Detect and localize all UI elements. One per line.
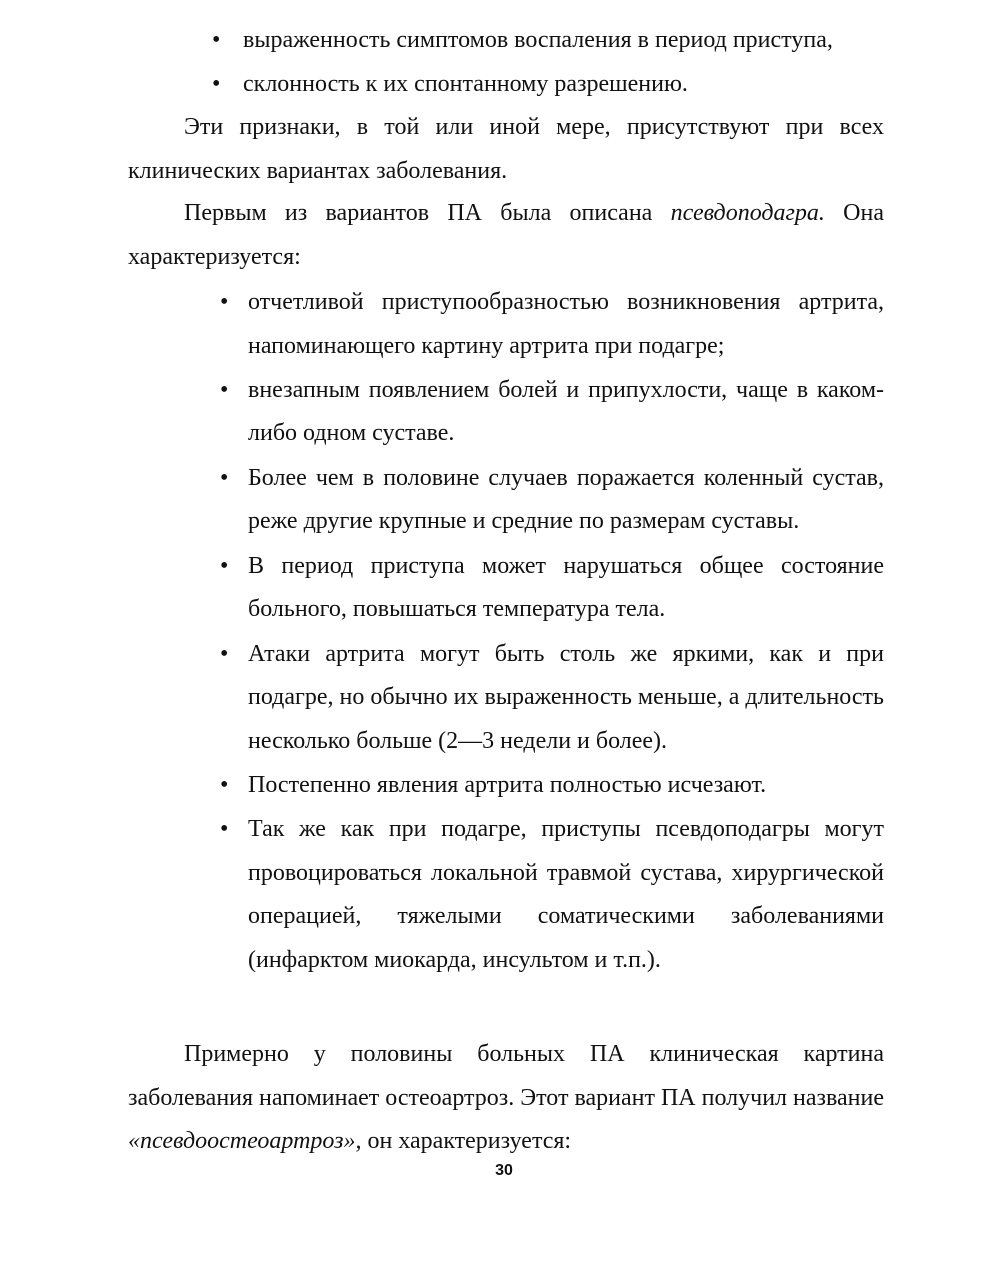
bullet-icon: • — [220, 464, 229, 491]
pseudogout-features-list — [220, 281, 884, 983]
list-item — [220, 633, 884, 764]
list-item-text: Атаки артрита могут быть столь же яркими, как и при подагре, но обычно их выраженность меньше, а длительность несколько больше (2—3 недели и более). — [248, 640, 884, 754]
list-item — [212, 62, 912, 106]
paragraph-text: Она характеризуется: — [128, 200, 885, 270]
list-item-text: Более чем в половине случаев поражается коленный сустав, реже другие крупные и средние по размерам суставы. — [248, 464, 884, 535]
term-pseudo-osteoarthrosis: «псевдоостеоартроз», — [128, 1128, 362, 1154]
paragraph-pseudogout — [128, 192, 884, 279]
list-item — [220, 457, 884, 544]
list-item — [220, 764, 884, 808]
bullet-icon: • — [220, 289, 229, 315]
paragraph-text: Первым из вариантов ПА была описана — [184, 200, 671, 226]
list-item — [220, 281, 884, 368]
bullet-icon: • — [212, 71, 221, 97]
bullet-icon: • — [220, 552, 229, 579]
bullet-icon: • — [220, 816, 229, 843]
bullet-icon: • — [220, 376, 229, 403]
term-pseudogout: псевдоподагра. — [670, 200, 825, 226]
list-item-text: Постепенно явления артрита полностью исчезают. — [248, 771, 767, 798]
list-item-text: Так же как при подагре, приступы псевдоподагры могут провоцироваться локальной травмой сустава, хирургической операцией, тяжелыми соматическими заболеваниями (инфарктом миокарда, инсультом и т.п.). — [248, 816, 884, 973]
paragraph-text: Примерно у половины больных ПА клиническая картина заболевания напоминает остеоартроз. Этот вариант ПА получил название — [128, 1041, 884, 1111]
page-number: 30 — [495, 1162, 513, 1179]
paragraph-signs: Эти признаки, в той или иной мере, присутствуют при всех клинических вариантах заболевания. — [128, 114, 884, 184]
list-item-text: внезапным появлением болей и припухлости, чаще в каком-либо одном суставе. — [248, 376, 884, 447]
top-bullet-list — [212, 18, 912, 106]
list-item — [220, 545, 884, 632]
list-item — [212, 18, 912, 62]
list-item — [220, 369, 884, 456]
list-item-text: отчетливой приступообразностью возникновения артрита, напоминающего картину артрита при подагре; — [248, 289, 884, 359]
list-item-text: В период приступа может нарушаться общее состояние больного, повышаться температура тела. — [248, 552, 884, 623]
paragraph-text: он характеризуется: — [361, 1128, 572, 1154]
bullet-icon: • — [220, 771, 229, 798]
bullet-icon: • — [212, 27, 221, 53]
paragraph-pseudo-osteoarthrosis — [128, 1033, 884, 1164]
list-item — [220, 808, 884, 982]
list-item-text: выраженность симптомов воспаления в период приступа, — [243, 27, 833, 53]
bullet-icon: • — [220, 640, 229, 667]
list-item-text: склонность к их спонтанному разрешению. — [243, 71, 688, 97]
